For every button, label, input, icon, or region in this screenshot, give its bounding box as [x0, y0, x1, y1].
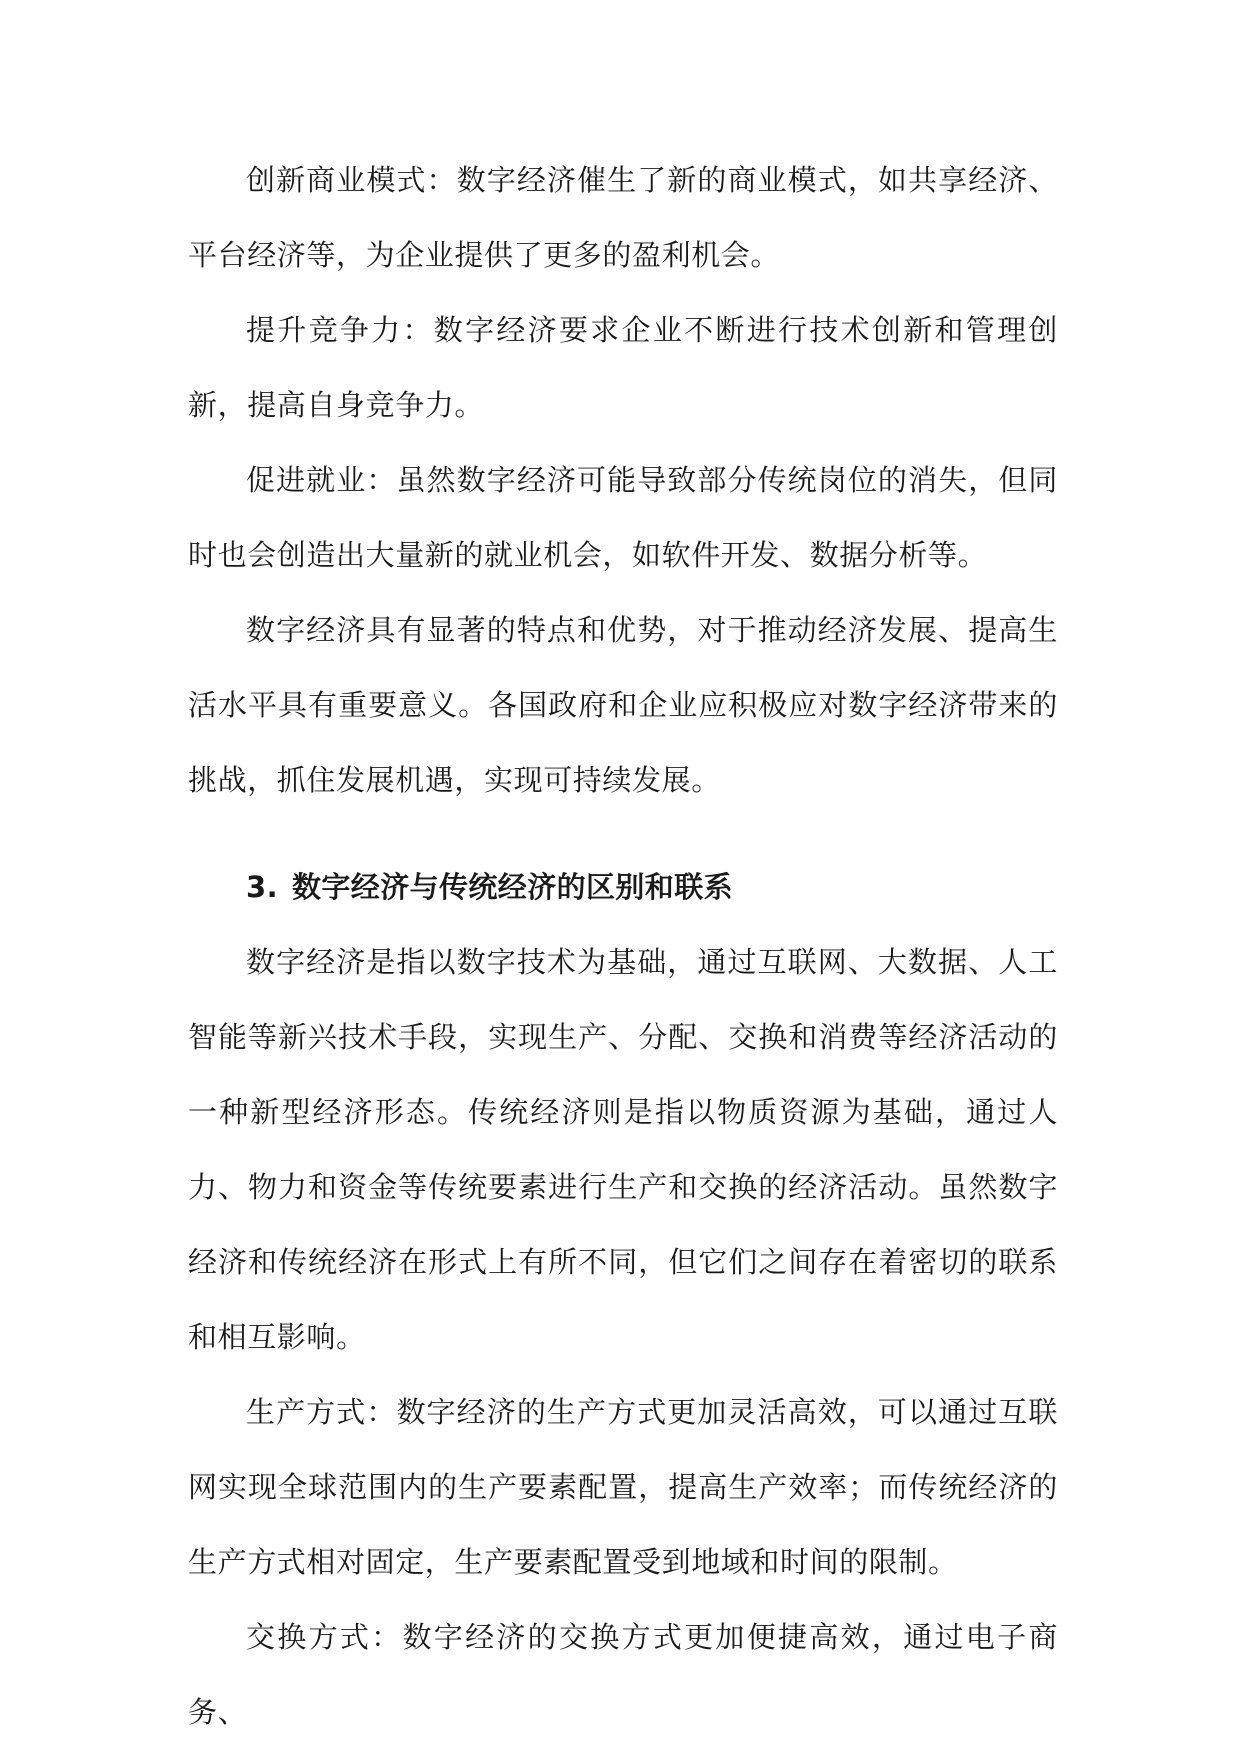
paragraph-employment: 促进就业：虽然数字经济可能导致部分传统岗位的消失，但同时也会创造出大量新的就业机会，如软件开发、数据分析等。 — [188, 463, 1058, 572]
paragraph-production-mode: 生产方式：数字经济的生产方式更加灵活高效，可以通过互联网实现全球范围内的生产要素配置，提高生产效率；而传统经济的生产方式相对固定，生产要素配置受到地域和时间的限制。 — [188, 1395, 1058, 1579]
paragraph-exchange-mode: 交换方式：数字经济的交换方式更加便捷高效，通过电子商务、 — [188, 1620, 1058, 1729]
document-body — [188, 143, 1058, 1750]
paragraph-innovation-business-model: 创新商业模式：数字经济催生了新的商业模式，如共享经济、平台经济等，为企业提供了更多的盈利机会。 — [188, 163, 1058, 272]
paragraph-definition: 数字经济是指以数字技术为基础，通过互联网、大数据、人工智能等新兴技术手段，实现生产、分配、交换和消费等经济活动的一种新型经济形态。传统经济则是指以物质资源为基础，通过人力、物力和资金等传统要素进行生产和交换的经济活动。虽然数字经济和传统经济在形式上有所不同，但它们之间存在着密切的联系和相互影响。 — [188, 945, 1058, 1354]
paragraph-competitiveness: 提升竞争力：数字经济要求企业不断进行技术创新和管理创新，提高自身竞争力。 — [188, 313, 1058, 422]
section-number: 3. — [246, 870, 278, 904]
paragraph-summary: 数字经济具有显著的特点和优势，对于推动经济发展、提高生活水平具有重要意义。各国政府和企业应积极应对数字经济带来的挑战，抓住发展机遇，实现可持续发展。 — [188, 613, 1058, 797]
section-heading — [188, 850, 1058, 925]
section-title: 数字经济与传统经济的区别和联系 — [292, 870, 734, 904]
